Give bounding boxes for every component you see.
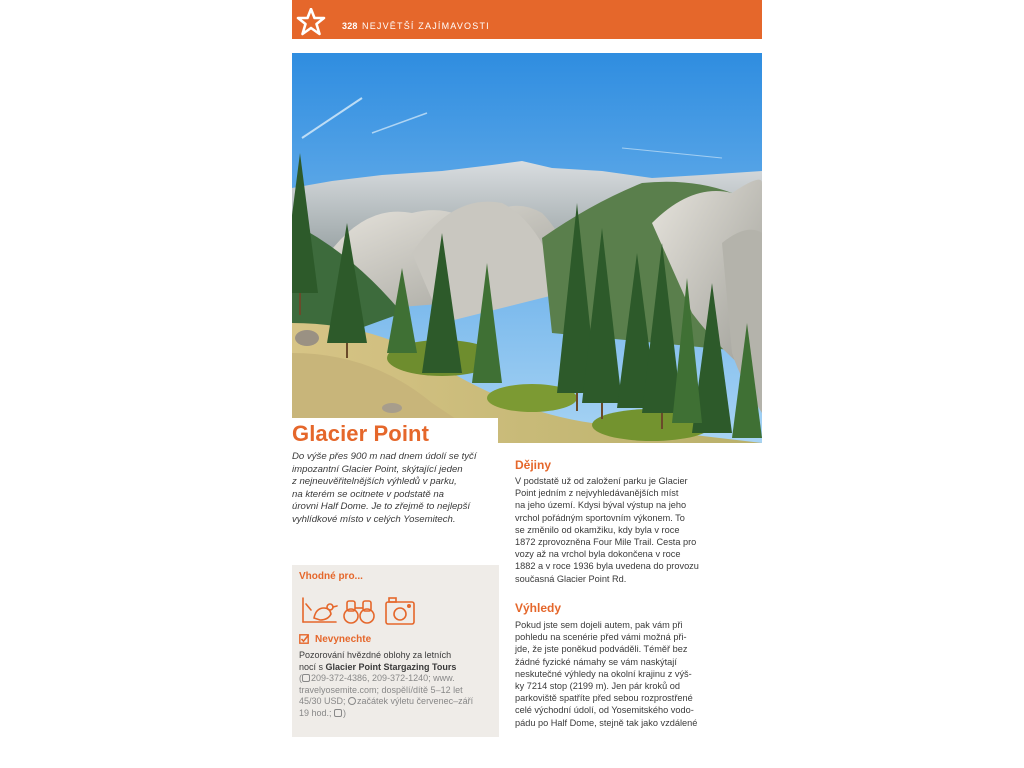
views-line: ky 7214 stop (2199 m). Jen pár kroků od <box>515 681 680 692</box>
page-title: Glacier Point <box>292 421 430 446</box>
intro-line: úrovni Half Dome. Je to zřejmě to nejlepší <box>292 501 471 513</box>
landscape-photo <box>292 53 762 443</box>
binoculars-icon <box>344 601 374 623</box>
history-line: 1872 zprovozněna Four Mile Trail. Cesta pro <box>515 537 697 548</box>
views-line: pohledu na scenérie před vámi možná při- <box>515 632 687 643</box>
mountain-landscape-photo <box>292 53 762 443</box>
views-line: Pokud jste sem dojeli autem, pak vám při <box>515 620 683 630</box>
history-line: 1882 a v roce 1936 byla uvedena do provozu <box>515 561 699 572</box>
history-heading: Dějiny <box>515 458 552 472</box>
section-title: NEJVĚTŠÍ ZAJÍMAVOSTI <box>362 21 490 31</box>
hour: 19 hod.; <box>299 707 335 718</box>
tour-name: Glacier Point Stargazing Tours <box>325 661 457 672</box>
views-line: žádné fyzické námahy se vám naskýtají <box>515 656 677 667</box>
activity-icons <box>300 596 420 628</box>
intro-line: vyhlídkové místo v celých Yosemitech. <box>292 513 456 525</box>
views-paragraph <box>515 619 765 729</box>
must-see-line <box>299 662 494 674</box>
history-line: vozy až na vrchol byla dokončena v roce <box>515 549 681 560</box>
must-see-line: ( 209-372-4386, 209-372-1240; www. <box>299 673 455 684</box>
page-header <box>292 0 762 39</box>
intro-line: impozantní Glacier Point, skýtající jeden <box>292 463 463 475</box>
intro-line: na kterém se ocitnete v podstatě na <box>292 488 444 500</box>
history-line: se změnilo od okamžiku, kdy byla v roce <box>515 524 680 535</box>
intro-line: z nejneuvěřitelnějších výhledů v parku, <box>292 476 457 488</box>
views-line: neskutečné výhledy na okolní krajinu z výš- <box>515 668 692 679</box>
clock-icon <box>348 697 356 705</box>
family-icon <box>334 709 342 717</box>
history-line: V podstatě už od založení parku je Glacier <box>515 476 688 486</box>
intro-line: Do výše přes 900 m nad dnem údolí se tyčí <box>292 451 477 462</box>
intro-paragraph <box>292 451 502 527</box>
must-see-line <box>299 696 494 708</box>
views-line: celé východní údolí, od Yosemitského vodo- <box>515 705 694 716</box>
phone-icon <box>302 674 310 682</box>
history-line: Point jedním z nejvyhledávanějších míst <box>515 488 679 499</box>
views-line: parkoviště spatříte před sebou rozprostřené <box>515 693 693 704</box>
must-see-text <box>299 650 494 720</box>
star-icon <box>296 8 326 36</box>
camera-icon <box>386 598 414 624</box>
phone-numbers: 209-372-4386, 209-372-1240; www. <box>311 673 455 684</box>
price: 45/30 USD; <box>299 696 349 707</box>
checkbox-icon <box>299 634 309 644</box>
start-time: začátek výletu červenec–září <box>357 696 474 707</box>
views-heading: Výhledy <box>515 601 562 615</box>
page-number: 328 <box>342 21 358 31</box>
history-paragraph <box>515 475 765 585</box>
sidebar-heading: Vhodné pro... <box>299 571 363 582</box>
must-see-prefix: nocí s <box>299 661 326 672</box>
history-line: vrchol pořádným sportovním výkonem. To <box>515 512 685 523</box>
views-line: pádu po Half Dome, stejně tak jako vzdálené <box>515 717 698 728</box>
bird-watching-icon <box>303 598 337 622</box>
history-line: na jeho území. Kdysi býval výstup na jeho <box>515 500 687 511</box>
must-see-line: travelyosemite.com; dospělí/dítě 5–12 let <box>299 684 463 695</box>
must-see-heading: Nevynechte <box>315 634 372 645</box>
history-line: současná Glacier Point Rd. <box>515 573 627 584</box>
views-line: jde, že jste poněkud podváděli. Téměř bez <box>515 644 688 655</box>
must-see-line: Pozorování hvězdné oblohy za letních <box>299 650 452 660</box>
must-see-line: 19 hod.; ) <box>299 707 347 718</box>
